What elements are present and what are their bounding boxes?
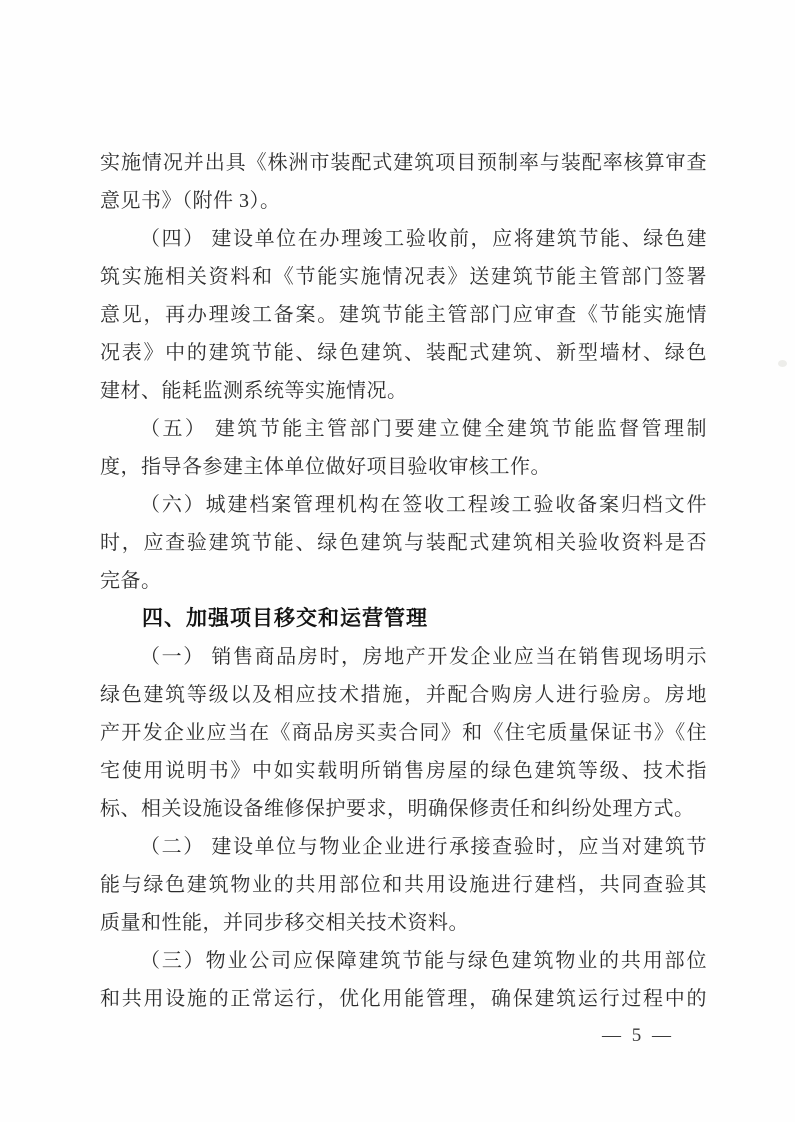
text-line: 能与绿色建筑物业的共用部位和共用设施进行建档，共同查验其 — [100, 874, 707, 896]
text-line: 四、加强项目移交和运营管理 — [142, 607, 428, 630]
page-number: — 5 — — [602, 1025, 674, 1046]
text-line: 筑实施相关资料和《节能实施情况表》送建筑节能主管部门签署 — [100, 266, 707, 288]
document-body — [100, 144, 707, 1018]
text-line: （六）城建档案管理机构在签收工程竣工验收备案归档文件 — [140, 494, 707, 516]
text-line: （三）物业公司应保障建筑节能与绿色建筑物业的共用部位 — [140, 950, 707, 972]
text-line: 度，指导各参建主体单位做好项目验收审核工作。 — [100, 456, 551, 478]
text-line: 意见，再办理竣工备案。建筑节能主管部门应审查《节能实施情 — [100, 304, 707, 326]
text-line: （五） 建筑节能主管部门要建立健全建筑节能监督管理制 — [140, 418, 707, 440]
text-line: 宅使用说明书》中如实载明所销售房屋的绿色建筑等级、技术指 — [100, 760, 707, 782]
text-line: （四） 建设单位在办理竣工验收前，应将建筑节能、绿色建 — [140, 228, 707, 250]
text-line: 产开发企业应当在《商品房买卖合同》和《住宅质量保证书》《住 — [100, 722, 707, 744]
text-line: 实施情况并出具《株洲市装配式建筑项目预制率与装配率核算审查 — [100, 152, 707, 174]
text-line: 和共用设施的正常运行，优化用能管理，确保建筑运行过程中的 — [100, 988, 707, 1010]
text-line: （一） 销售商品房时，房地产开发企业应当在销售现场明示 — [140, 646, 707, 668]
text-line: 标、相关设施设备维修保护要求，明确保修责任和纠纷处理方式。 — [100, 798, 695, 820]
scan-smudge — [778, 360, 787, 367]
text-line: 时，应查验建筑节能、绿色建筑与装配式建筑相关验收资料是否 — [100, 532, 707, 554]
text-line: 质量和性能，并同步移交相关技术资料。 — [100, 912, 469, 934]
text-line: 完备。 — [100, 570, 162, 592]
text-line: 建材、能耗监测系统等实施情况。 — [100, 380, 408, 402]
text-line: （二） 建设单位与物业企业进行承接查验时，应当对建筑节 — [140, 836, 707, 858]
text-line: 况表》中的建筑节能、绿色建筑、装配式建筑、新型墙材、绿色 — [100, 342, 707, 364]
page-footer — [602, 1022, 674, 1050]
text-line: 意见书》（附件 3）。 — [100, 190, 281, 212]
text-line: 绿色建筑等级以及相应技术措施，并配合购房人进行验房。房地 — [100, 684, 707, 706]
